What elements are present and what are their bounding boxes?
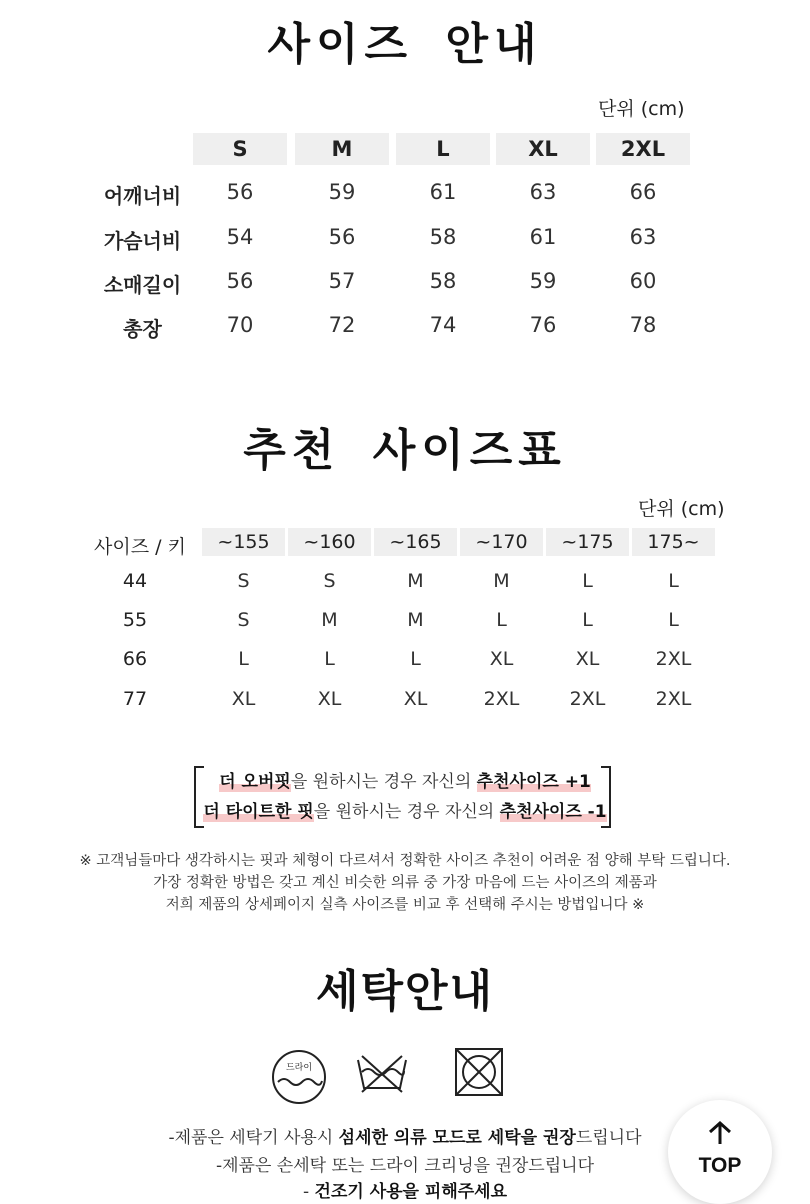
- table-cell: 59: [529, 269, 557, 293]
- table-cell: L: [238, 648, 249, 670]
- row-label: 55: [122, 609, 148, 631]
- height-header: ~175: [546, 528, 629, 556]
- table-cell: 61: [529, 225, 557, 249]
- table-cell: 74: [429, 313, 457, 337]
- table-cell: 2XL: [483, 688, 520, 710]
- table-cell: L: [668, 609, 679, 631]
- table-cell: 78: [629, 313, 657, 337]
- size-note-2: 가장 정확한 방법은 갖고 계신 비슷한 의류 중 가장 마음에 드는 사이즈의 제품과: [153, 875, 657, 891]
- no-hand-wash-icon: [354, 1052, 410, 1100]
- table-cell: 57: [328, 269, 356, 293]
- row-label: 66: [122, 648, 148, 670]
- table-cell: 2XL: [655, 648, 692, 670]
- row-label: 소매길이: [103, 273, 182, 297]
- recommend-title: 추천 사이즈표: [243, 425, 567, 476]
- row-label: 총장: [123, 317, 162, 341]
- height-header: ~155: [202, 528, 285, 556]
- table-cell: M: [407, 570, 424, 592]
- dry-clean-icon: [270, 1048, 328, 1110]
- wash-bold: 섬세한 의류 모드로 세탁을 권장: [338, 1128, 576, 1148]
- size-note-1: ※ 고객님들마다 생각하시는 핏과 체형이 다르셔서 정확한 사이즈 추천이 어려운 점 양해 부탁 드립니다.: [79, 853, 731, 869]
- table-cell: 76: [529, 313, 557, 337]
- row-label: 가슴너비: [103, 229, 182, 253]
- table-cell: 56: [226, 180, 254, 204]
- table-cell: L: [582, 609, 593, 631]
- table-cell: M: [493, 570, 510, 592]
- highlight-text: 추천사이즈 -1: [499, 802, 607, 822]
- scroll-top-button[interactable]: [668, 1100, 772, 1204]
- table-cell: L: [668, 570, 679, 592]
- height-header: ~160: [288, 528, 371, 556]
- table-cell: S: [323, 570, 336, 592]
- row-label: 77: [122, 688, 148, 710]
- tip-text: 을 원하시는 경우 자신의: [290, 772, 477, 792]
- wash-text: 드립니다: [575, 1128, 642, 1148]
- wash-text: -제품은 손세탁 또는 드라이 크리닝을 권장드립니다: [215, 1156, 594, 1176]
- wash-text: -: [302, 1182, 315, 1202]
- size-header: S: [193, 133, 287, 165]
- height-header: 175~: [632, 528, 715, 556]
- table-cell: 63: [629, 225, 657, 249]
- wash-bold: 건조기 사용을 피해주세요: [314, 1182, 508, 1202]
- table-cell: XL: [489, 648, 514, 670]
- table-cell: 70: [226, 313, 254, 337]
- height-header: ~170: [460, 528, 543, 556]
- recommend-unit: 단위 (cm): [638, 498, 725, 520]
- corner-label: 사이즈 / 키: [94, 536, 186, 558]
- table-cell: 54: [226, 225, 254, 249]
- size-guide-unit: 단위 (cm): [598, 98, 685, 120]
- table-cell: L: [496, 609, 507, 631]
- row-label: 44: [122, 570, 148, 592]
- arrow-up-icon: [708, 1120, 732, 1150]
- table-cell: 60: [629, 269, 657, 293]
- table-cell: M: [321, 609, 338, 631]
- size-guide-title: 사이즈 안내: [267, 19, 543, 70]
- table-cell: 56: [328, 225, 356, 249]
- size-header: M: [295, 133, 389, 165]
- table-cell: S: [237, 570, 250, 592]
- wash-text: -제품은 세탁기 사용시: [168, 1128, 339, 1148]
- fit-tip-oversize: [0, 767, 810, 792]
- table-cell: L: [410, 648, 421, 670]
- table-cell: L: [582, 570, 593, 592]
- size-header: L: [396, 133, 490, 165]
- table-cell: 66: [629, 180, 657, 204]
- table-cell: XL: [231, 688, 256, 710]
- fit-tip-tight: [0, 797, 810, 822]
- table-cell: M: [407, 609, 424, 631]
- row-label: 어깨너비: [103, 184, 182, 208]
- table-cell: 2XL: [569, 688, 606, 710]
- table-cell: 63: [529, 180, 557, 204]
- top-button-label: TOP: [698, 1154, 742, 1177]
- size-header: 2XL: [596, 133, 690, 165]
- height-header: ~165: [374, 528, 457, 556]
- no-tumble-dry-icon: [452, 1045, 506, 1103]
- table-cell: 56: [226, 269, 254, 293]
- highlight-text: 추천사이즈 +1: [476, 772, 591, 792]
- size-note-3: 저희 제품의 상세페이지 실측 사이즈를 비교 후 선택해 주시는 방법입니다 ※: [165, 897, 645, 913]
- table-cell: L: [324, 648, 335, 670]
- dry-icon-label: 드라이: [285, 1063, 313, 1073]
- laundry-title: 세탁안내: [315, 966, 494, 1017]
- table-cell: 72: [328, 313, 356, 337]
- table-cell: 59: [328, 180, 356, 204]
- size-header: XL: [496, 133, 590, 165]
- table-cell: 58: [429, 269, 457, 293]
- highlight-text: 더 타이트한 핏: [203, 802, 314, 822]
- table-cell: 2XL: [655, 688, 692, 710]
- table-cell: S: [237, 609, 250, 631]
- table-cell: 61: [429, 180, 457, 204]
- highlight-text: 더 오버핏: [219, 772, 291, 792]
- table-cell: XL: [575, 648, 600, 670]
- tip-text: 을 원하시는 경우 자신의: [313, 802, 500, 822]
- table-cell: XL: [403, 688, 428, 710]
- table-cell: 58: [429, 225, 457, 249]
- table-cell: XL: [317, 688, 342, 710]
